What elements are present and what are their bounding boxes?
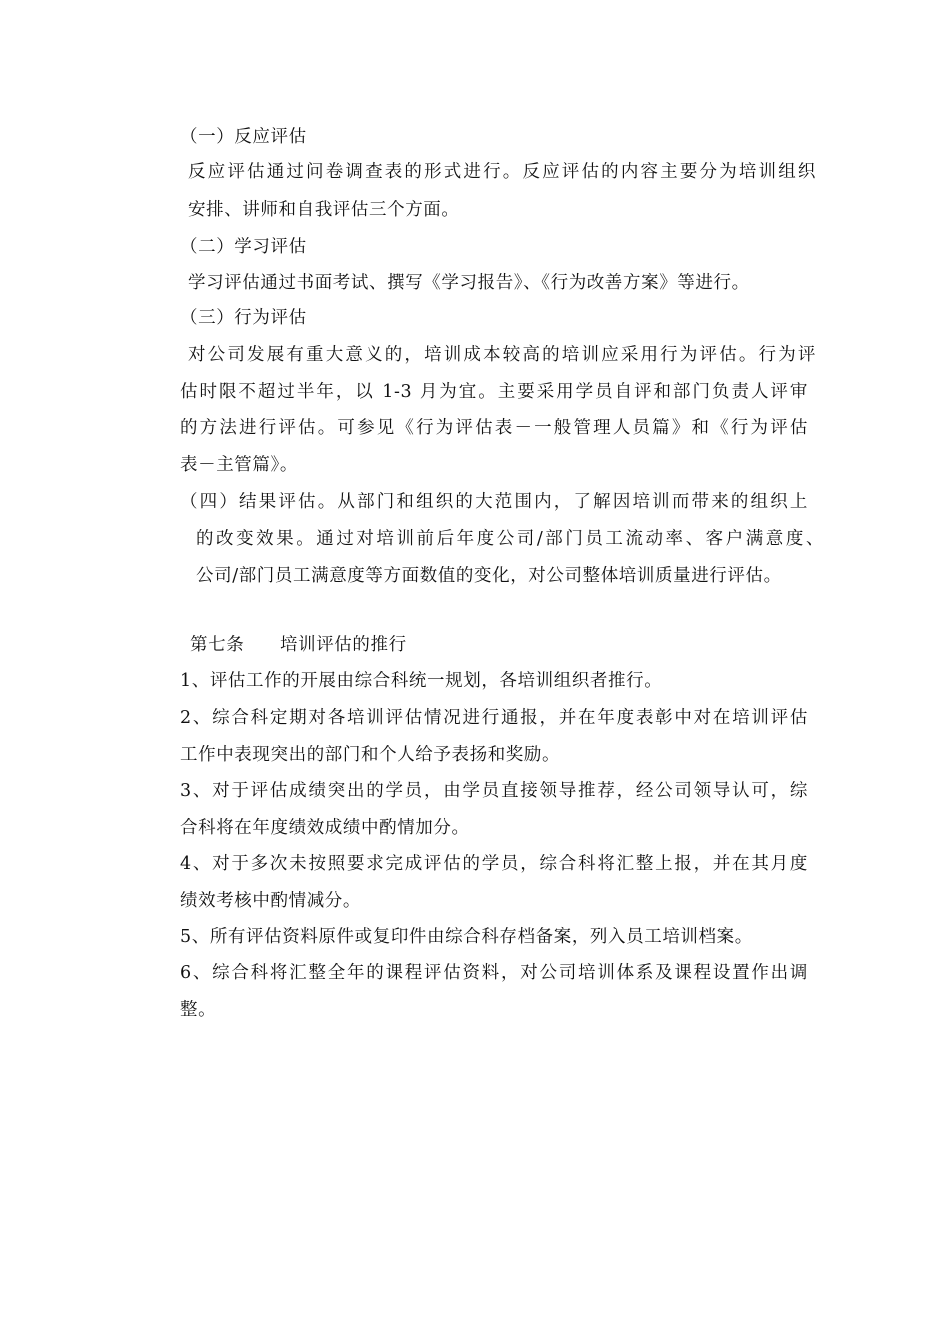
article-7-line-1: 1、评估工作的开展由综合科统一规划，各培训组织者推行。 — [180, 671, 663, 691]
article-7-line-3: 工作中表现突出的部门和个人给予表扬和奖励。 — [180, 745, 561, 765]
article-7-number: 第七条 — [190, 635, 245, 655]
article-7-line-2: 2、综合科定期对各培训评估情况进行通报，并在年度表彰中对在培训评估 — [180, 708, 808, 728]
section-2-line-1: 学习评估通过书面考试、撰写《学习报告》、《行为改善方案》等进行。 — [188, 273, 750, 293]
article-7-line-6: 4、对于多次未按照要求完成评估的学员，综合科将汇整上报，并在其月度 — [180, 854, 808, 874]
section-4-line-2: 的改变效果。通过对培训前后年度公司/部门员工流动率、客户满意度、 — [196, 529, 824, 549]
section-1-line-2: 安排、讲师和自我评估三个方面。 — [188, 200, 460, 220]
section-3-line-3: 的方法进行评估。可参见《行为评估表－一般管理人员篇》和《行为评估 — [180, 418, 808, 438]
section-3-heading: （三）行为评估 — [180, 308, 307, 328]
section-2-heading: （二）学习评估 — [180, 237, 307, 257]
section-4-line-3: 公司/部门员工满意度等方面数值的变化，对公司整体培训质量进行评估。 — [196, 566, 782, 586]
section-3-line-4: 表－主管篇》。 — [180, 455, 298, 475]
article-7-line-8: 5、所有评估资料原件或复印件由综合科存档备案，列入员工培训档案。 — [180, 927, 753, 947]
section-1-heading: （一）反应评估 — [180, 127, 307, 147]
section-3-line-1: 对公司发展有重大意义的，培训成本较高的培训应采用行为评估。行为评 — [188, 345, 816, 365]
section-4-line-1: （四）结果评估。从部门和组织的大范围内，了解因培训而带来的组织上 — [180, 492, 808, 512]
section-3-line-2: 估时限不超过半年，以 1-3 月为宜。主要采用学员自评和部门负责人评审 — [180, 382, 808, 402]
article-7-line-7: 绩效考核中酌情减分。 — [180, 891, 361, 911]
section-1-line-1: 反应评估通过问卷调查表的形式进行。反应评估的内容主要分为培训组织 — [188, 162, 816, 182]
article-7-line-4: 3、对于评估成绩突出的学员，由学员直接领导推荐，经公司领导认可，综 — [180, 781, 808, 801]
article-7-line-9: 6、综合科将汇整全年的课程评估资料，对公司培训体系及课程设置作出调 — [180, 963, 808, 983]
article-7-title: 培训评估的推行 — [280, 635, 407, 655]
article-7-line-10: 整。 — [180, 1000, 217, 1020]
article-7-line-5: 合科将在年度绩效成绩中酌情加分。 — [180, 818, 470, 838]
